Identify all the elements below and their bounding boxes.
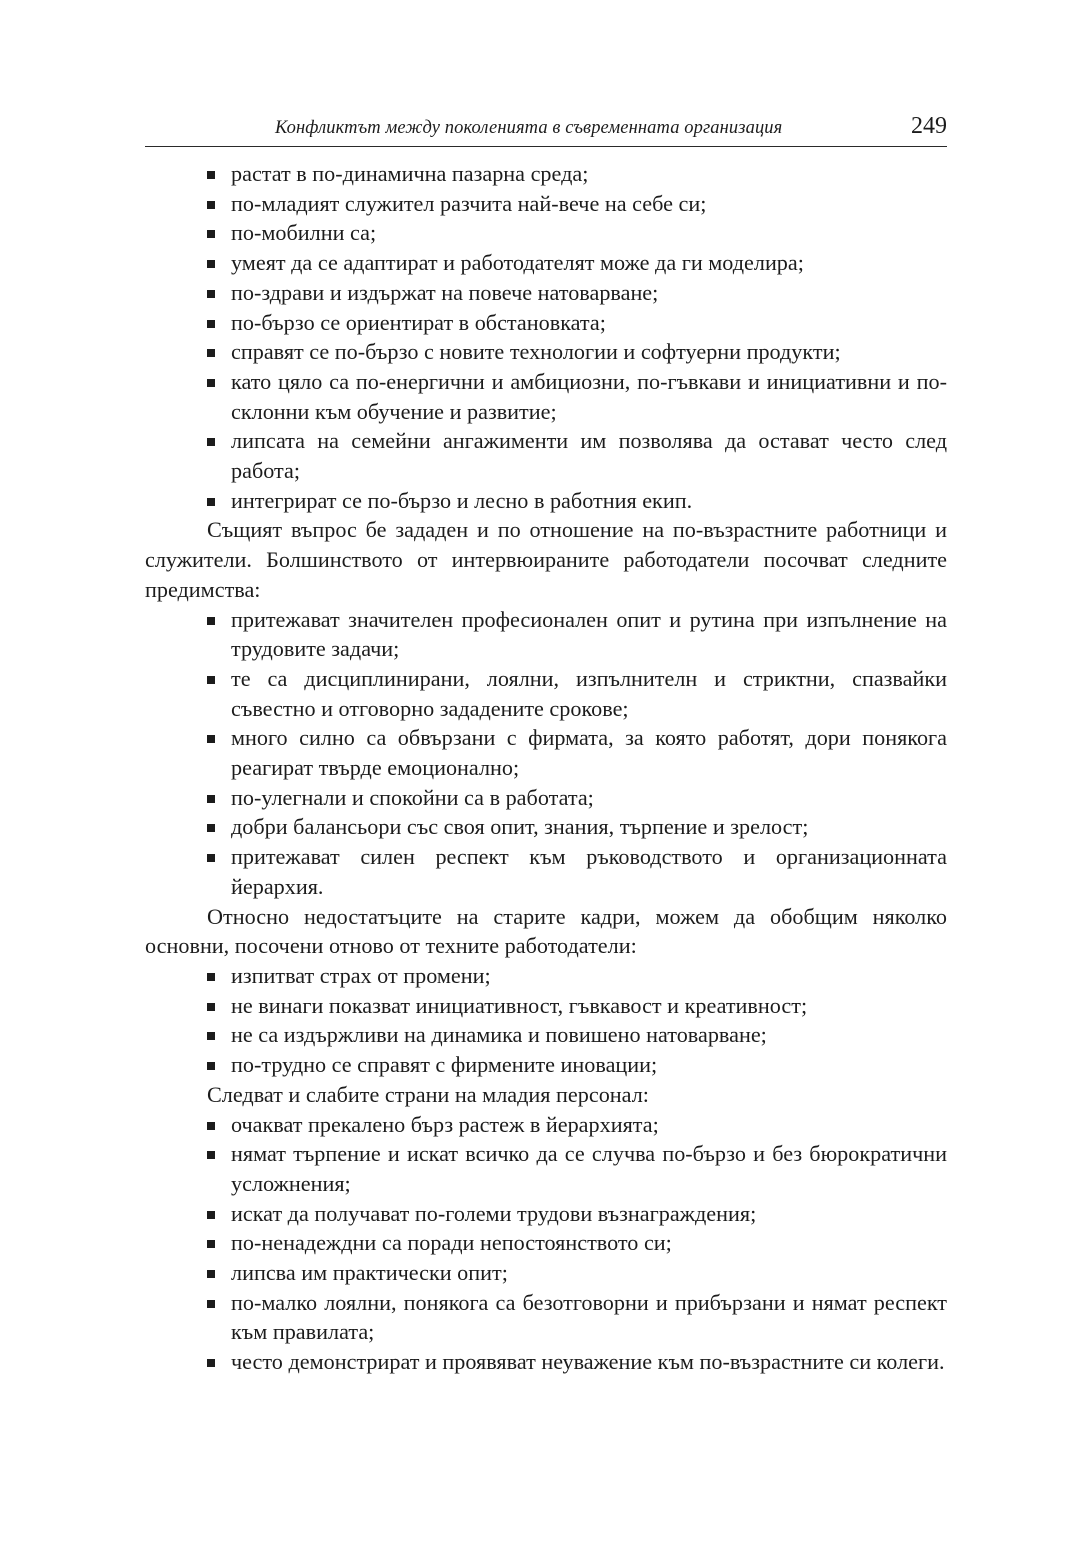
older-strengths-list	[145, 605, 947, 902]
young-strengths-list	[145, 159, 947, 515]
list-item: умеят да се адаптират и работодателят може да ги моделира;	[231, 248, 947, 278]
paragraph-young-weaknesses-intro: Следват и слабите страни на младия персонал:	[207, 1081, 649, 1107]
list-item: не винаги показват инициативност, гъвкавост и креативност;	[231, 991, 947, 1021]
list-item: притежават силен респект към ръководството и организационната йерархия.	[231, 842, 947, 901]
list-item: изпитват страх от промени;	[231, 961, 947, 991]
list-item: добри балансьори със своя опит, знания, търпение и зрелост;	[231, 812, 947, 842]
list-item: справят се по-бързо с новите технологии и софтуерни продукти;	[231, 337, 947, 367]
list-item: интегрират се по-бързо и лесно в работния екип.	[231, 486, 947, 516]
list-item: като цяло са по-енергични и амбициозни, по-гъвкави и инициативни и по-склонни към обучение и развитие;	[231, 367, 947, 426]
running-header	[145, 112, 947, 147]
list-item: притежават значителен професионален опит и рутина при изпълнение на трудовите задачи;	[231, 605, 947, 664]
list-item: искат да получават по-големи трудови възнаграждения;	[231, 1199, 947, 1229]
list-item: по-мобилни са;	[231, 218, 947, 248]
list-item: често демонстрират и проявяват неуважение към по-възрастните си колеги.	[231, 1347, 947, 1377]
older-weaknesses-list	[145, 961, 947, 1080]
list-item: липсата на семейни ангажименти им позволява да остават често след работа;	[231, 426, 947, 485]
list-item: по-малко лоялни, понякога са безотговорни и прибързани и нямат респект към правилата;	[231, 1288, 947, 1347]
list-item: по-улегнали и спокойни са в работата;	[231, 783, 947, 813]
list-item: нямат търпение и искат всичко да се случва по-бързо и без бюрократични усложнения;	[231, 1139, 947, 1198]
list-item: много силно са обвързани с фирмата, за която работят, дори понякога реагират твърде емоционално;	[231, 723, 947, 782]
list-item: по-ненадеждни са поради непостоянството си;	[231, 1228, 947, 1258]
list-item: растат в по-динамична пазарна среда;	[231, 159, 947, 189]
list-item: по-бързо се ориентират в обстановката;	[231, 308, 947, 338]
paragraph-older-intro: Същият въпрос бе зададен и по отношение на по-възрастните работници и служители. Болшинството от интервюираните работодатели посочват следните предимства:	[145, 517, 947, 602]
paragraph-older-weaknesses-intro: Относно недостатъците на старите кадри, можем да обобщим няколко основни, посочени отново от техните работодатели:	[145, 903, 947, 959]
young-weaknesses-list	[145, 1110, 947, 1377]
list-item: те са дисциплинирани, лоялни, изпълнителн и стриктни, спазвайки съвестно и отговорно зададените срокове;	[231, 664, 947, 723]
list-item: по-трудно се справят с фирмените иновации;	[231, 1050, 947, 1080]
running-title: Конфликтът между поколенията в съвременната организация	[275, 118, 783, 138]
list-item: по-младият служител разчита най-вече на себе си;	[231, 189, 947, 219]
list-item: не са издържливи на динамика и повишено натоварване;	[231, 1020, 947, 1050]
list-item: липсва им практически опит;	[231, 1258, 947, 1288]
list-item: очакват прекалено бърз растеж в йерархията;	[231, 1110, 947, 1140]
list-item: по-здрави и издържат на повече натоварване;	[231, 278, 947, 308]
page-number: 249	[911, 113, 947, 139]
page-body	[145, 159, 947, 1377]
